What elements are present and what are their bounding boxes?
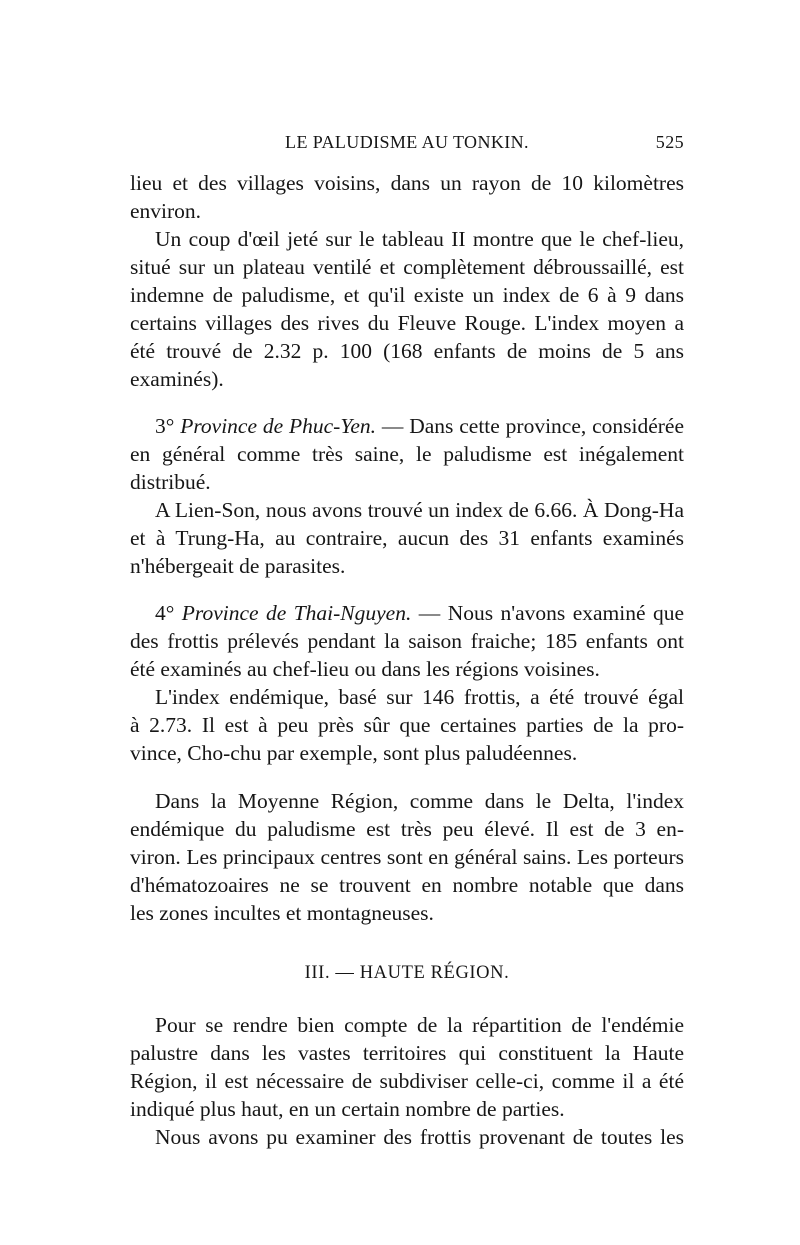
text-line: L'index endémique, basé sur 146 frottis, a été trouvé égal bbox=[155, 685, 684, 709]
text-line: indemne de paludisme, et qu'il existe un index de 6 à 9 dans bbox=[130, 283, 684, 307]
text-line: n'hébergeait de parasites. bbox=[130, 554, 346, 578]
text-line: Pour se rendre bien compte de la répartition de l'endémie bbox=[155, 1013, 684, 1037]
text-fragment: — Nous n'avons examiné que bbox=[418, 601, 684, 625]
province-heading-line bbox=[155, 598, 684, 628]
text-line: été trouvé de 2.32 p. 100 (168 enfants de moins de 5 ans bbox=[130, 339, 684, 363]
text-line: Nous avons pu examiner des frottis provenant de toutes les bbox=[155, 1125, 684, 1149]
text-line: Un coup d'œil jeté sur le tableau II montre que le chef-lieu, bbox=[155, 227, 684, 251]
text-line: indiqué plus haut, en un certain nombre de parties. bbox=[130, 1097, 565, 1121]
text-line: été examinés au chef-lieu ou dans les régions voisines. bbox=[130, 657, 600, 681]
text-line: environ. bbox=[130, 199, 202, 223]
text-line: d'hématozoaires ne se trouvent en nombre notable que dans bbox=[130, 873, 684, 897]
text-line: Région, il est nécessaire de subdiviser celle-ci, comme il a été bbox=[130, 1069, 684, 1093]
text-line: endémique du paludisme est très peu élevé. Il est de 3 en- bbox=[130, 817, 684, 841]
text-line: les zones incultes et montagneuses. bbox=[130, 901, 434, 925]
text-fragment: — Dans cette province, considérée bbox=[381, 414, 685, 438]
text-line: viron. Les principaux centres sont en général sains. Les porteurs bbox=[130, 845, 684, 869]
text-line: lieu et des villages voisins, dans un rayon de 10 kilomètres bbox=[130, 171, 684, 195]
text-line: certains villages des rives du Fleuve Rouge. L'index moyen a bbox=[130, 311, 684, 335]
text-line: des frottis prélevés pendant la saison fraiche; 185 enfants ont bbox=[130, 629, 684, 653]
province-heading-line bbox=[155, 411, 684, 441]
text-line: situé sur un plateau ventilé et complètement débroussaillé, est bbox=[130, 255, 684, 279]
text-line: A Lien-Son, nous avons trouvé un index de 6.66. À Dong-Ha bbox=[155, 498, 684, 522]
page-number: 525 bbox=[655, 132, 684, 152]
running-header bbox=[130, 132, 684, 160]
text-line: distribué. bbox=[130, 470, 211, 494]
text-line: examinés). bbox=[130, 367, 224, 391]
text-line: en général comme très saine, le paludisme est inégalement bbox=[130, 442, 684, 466]
section-heading: III. — HAUTE RÉGION. bbox=[304, 963, 510, 983]
section-number: 4° bbox=[155, 601, 175, 625]
text-line: vince, Cho-chu par exemple, sont plus paludéennes. bbox=[130, 741, 578, 765]
province-name: Province de Phuc-Yen. bbox=[180, 414, 376, 438]
text-line: et à Trung-Ha, au contraire, aucun des 31 enfants examinés bbox=[130, 526, 684, 550]
province-name: Province de Thai-Nguyen. bbox=[181, 601, 412, 625]
text-line: à 2.73. Il est à peu près sûr que certaines parties de la pro- bbox=[130, 713, 684, 737]
text-line: Dans la Moyenne Région, comme dans le Delta, l'index bbox=[155, 789, 684, 813]
text-line: palustre dans les vastes territoires qui constituent la Haute bbox=[130, 1041, 684, 1065]
section-number: 3° bbox=[155, 414, 175, 438]
running-title: LE PALUDISME AU TONKIN. bbox=[285, 132, 529, 152]
